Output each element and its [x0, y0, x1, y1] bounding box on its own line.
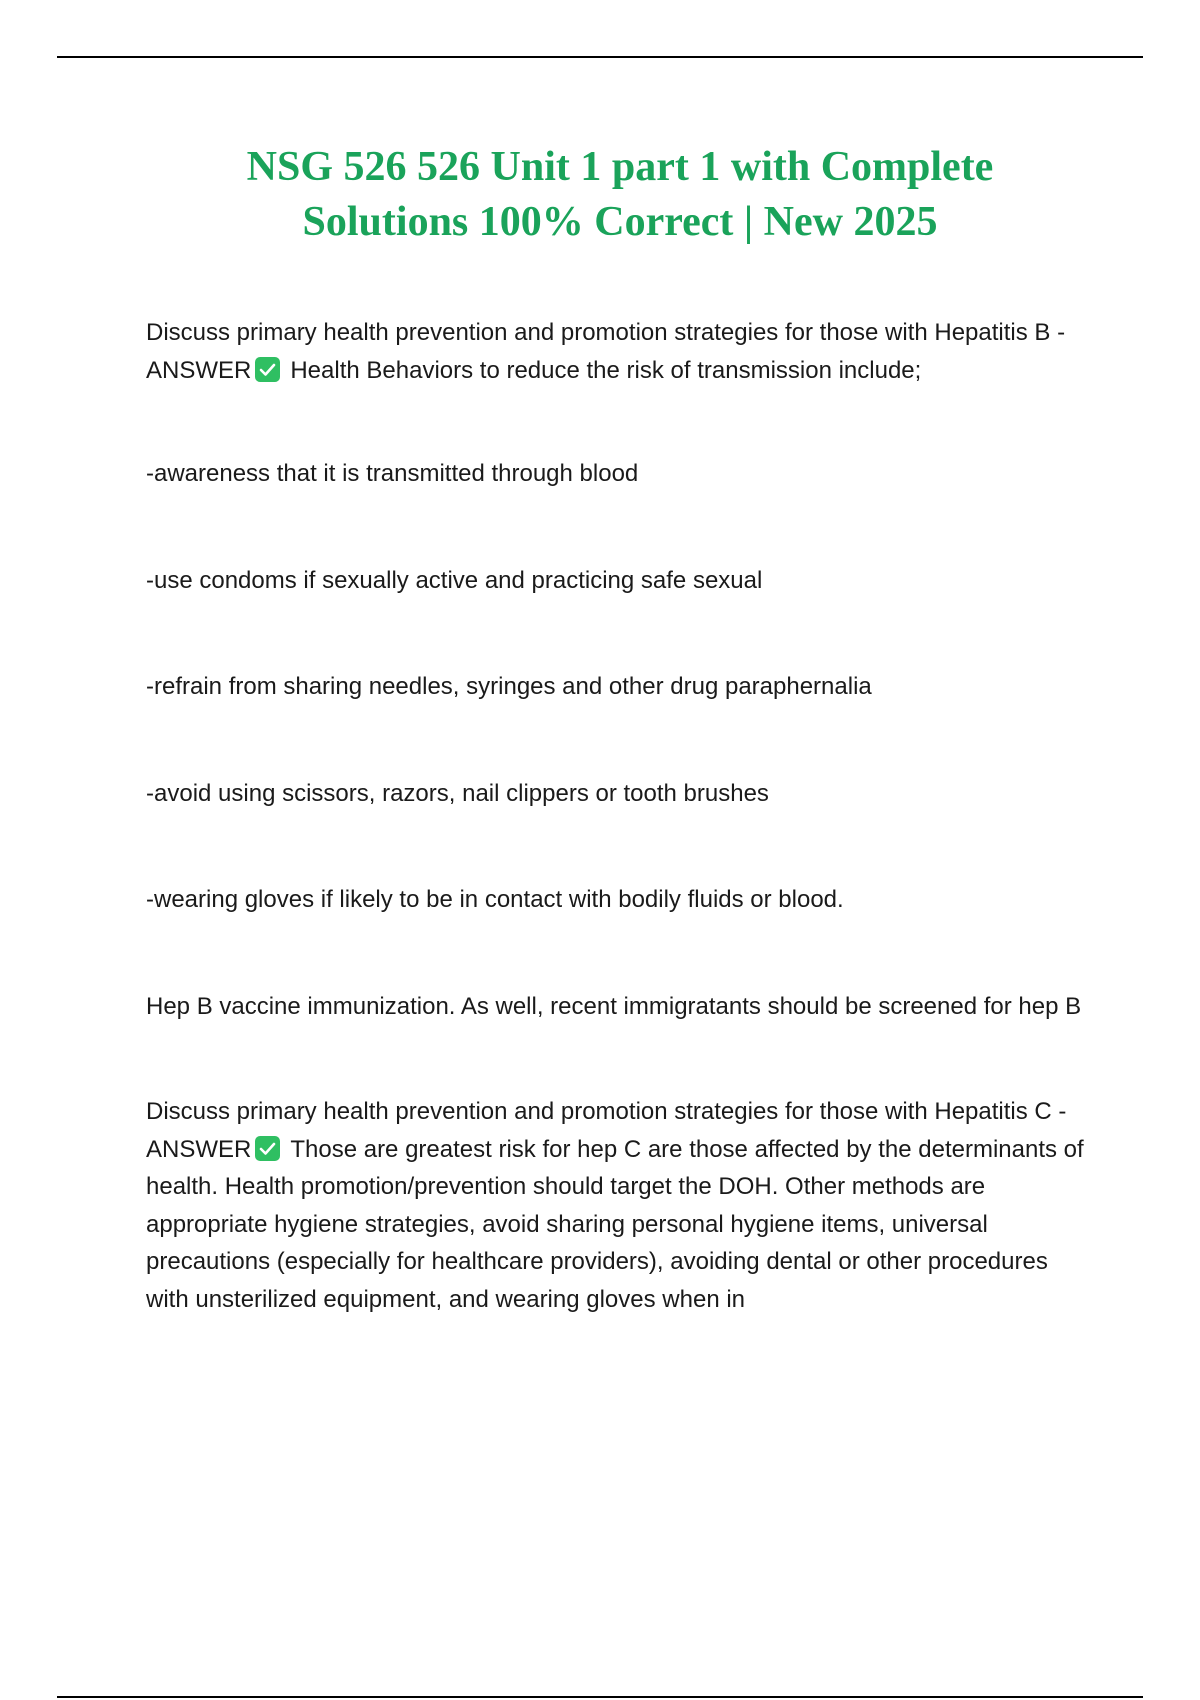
- list-item: -awareness that it is transmitted through blood: [146, 460, 639, 487]
- qa-item-hep-b: [146, 314, 1096, 389]
- bottom-divider: [57, 1696, 1143, 1698]
- list-item: -wearing gloves if likely to be in contact with bodily fluids or blood.: [146, 886, 844, 913]
- title-line-2: Solutions 100% Correct | New 2025: [302, 199, 938, 245]
- check-mark-icon: [255, 357, 280, 382]
- question-text: Discuss primary health prevention and promotion strategies for those with Hepatitis B - ANSWER: [146, 319, 1066, 384]
- document-body: [146, 314, 1096, 1318]
- document-title: [120, 140, 1120, 250]
- hep-b-vaccine-note: Hep B vaccine immunization. As well, recent immigratants should be screened for hep B: [146, 992, 1082, 1020]
- check-mark-icon: [255, 1136, 280, 1161]
- top-divider: [57, 56, 1143, 58]
- title-line-1: NSG 526 526 Unit 1 part 1 with Complete: [246, 144, 994, 190]
- question-text: Discuss primary health prevention and promotion strategies for those with Hepatitis C - ANSWER: [146, 1098, 1067, 1163]
- qa-item-hep-c: [146, 1093, 1096, 1318]
- list-item: -avoid using scissors, razors, nail clippers or tooth brushes: [146, 779, 769, 807]
- list-item: -refrain from sharing needles, syringes and other drug paraphernalia: [146, 673, 872, 700]
- answer-text: Health Behaviors to reduce the risk of transmission include;: [290, 356, 922, 384]
- answer-text: Those are greatest risk for hep C are those affected by the determinants of health. Health promotion/prevention should target the DOH. Other methods are appropriate hygiene strategies, avoid sharing personal hygiene items, universal precautions (especially for healthcare providers), avoiding dental or other procedures with unsterilized equipment, and wearing gloves when in: [146, 1135, 1084, 1313]
- list-item: -use condoms if sexually active and practicing safe sexual: [146, 566, 763, 594]
